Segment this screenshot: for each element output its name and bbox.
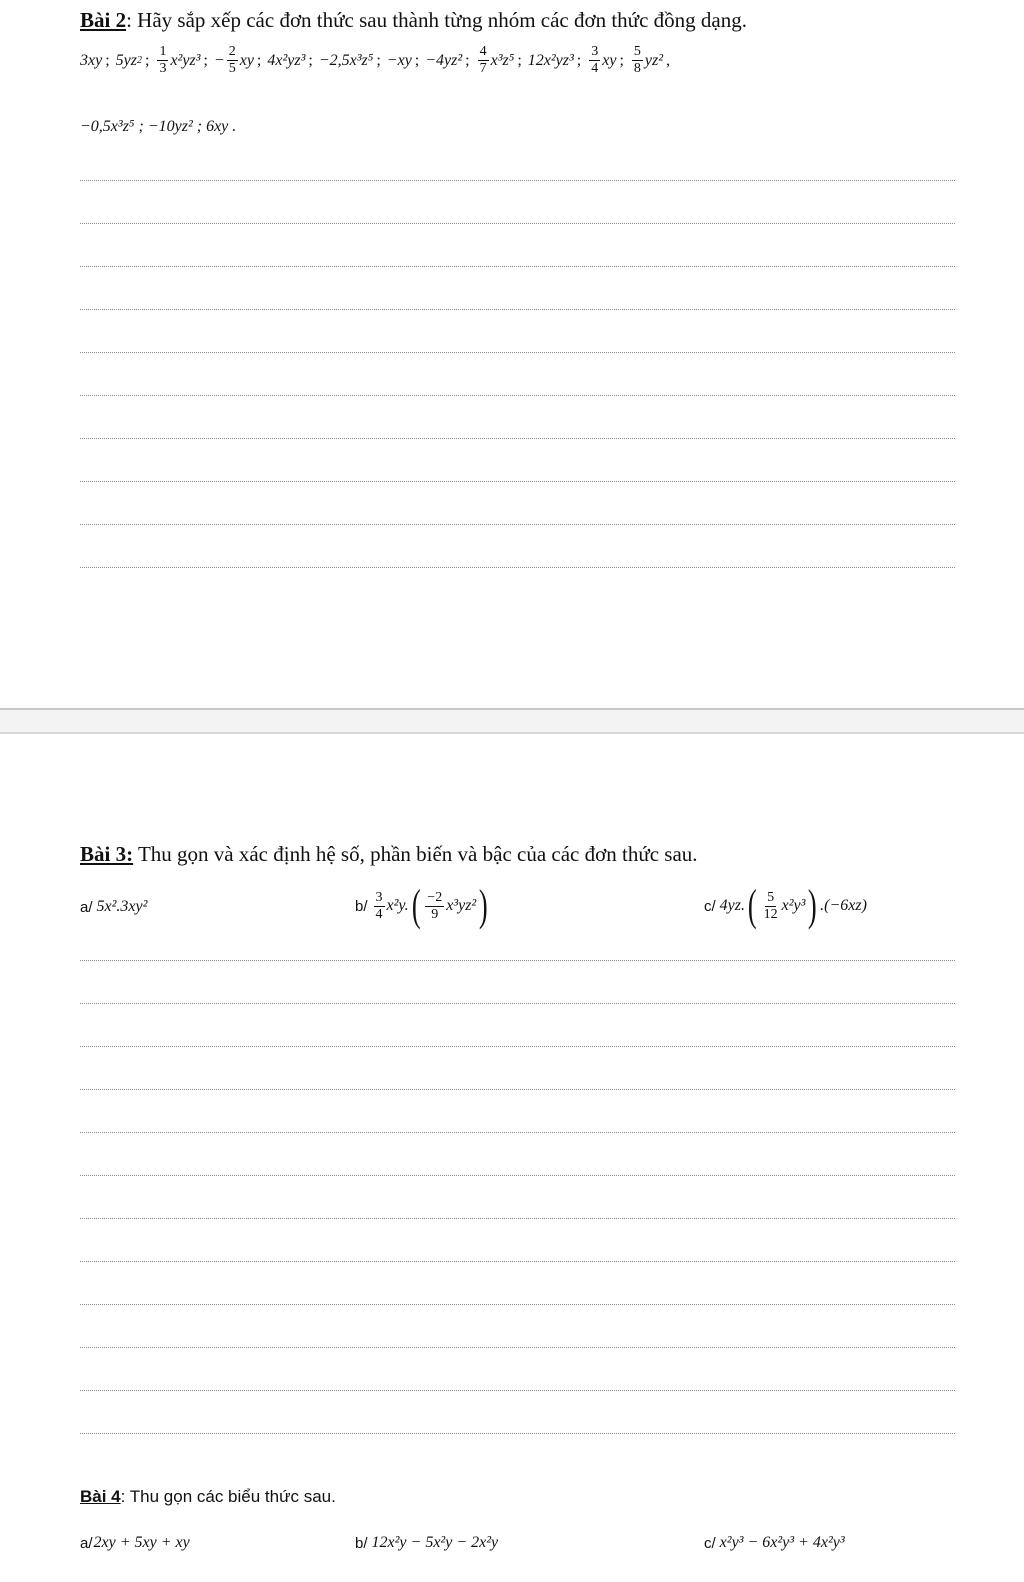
fraction: [478, 44, 489, 77]
answer-line: [80, 223, 955, 224]
fraction-denominator: 3: [159, 61, 167, 76]
fraction: [632, 44, 643, 77]
monomial-term: [630, 44, 663, 77]
separator: ;: [619, 51, 624, 69]
answer-line: [80, 438, 955, 439]
bai4-c-label: c/: [704, 1534, 716, 1552]
bai4-a-label: a/: [80, 1534, 93, 1552]
monomial-text: −2,5x³z⁵: [318, 51, 374, 69]
monomial-term: [319, 52, 373, 70]
fraction: [374, 890, 385, 923]
fraction: [227, 44, 238, 77]
separator: ;: [308, 51, 313, 69]
bai3-b-tail: x³yz²: [446, 897, 477, 914]
separator: ;: [144, 51, 150, 69]
fraction-numerator: −2: [427, 889, 443, 905]
answer-line: [80, 1390, 955, 1391]
bai3-c-label: c/: [704, 897, 716, 915]
bai3-heading: [80, 842, 698, 867]
right-paren: ): [808, 881, 818, 930]
answer-line: [80, 1089, 955, 1090]
right-paren: ): [479, 881, 488, 930]
answer-line: [80, 1175, 955, 1176]
fraction-numerator: 5: [767, 889, 775, 905]
answer-line: [80, 960, 955, 961]
fraction: [157, 44, 168, 77]
fraction-numerator: 3: [375, 889, 383, 905]
separator: ;: [376, 51, 381, 69]
bai4-heading: [80, 1487, 336, 1507]
monomial-term: [587, 44, 616, 77]
monomial-term: [214, 44, 254, 77]
bai3-item-a: [80, 898, 147, 916]
bai3-b-middle: x²y.: [386, 897, 409, 914]
fraction-numerator: 1: [159, 44, 167, 59]
monomial-variables: yz²: [644, 51, 664, 69]
fraction-denominator: 12: [763, 906, 778, 922]
bai2-monomial-list-line1: [80, 44, 676, 77]
monomial-term: [528, 52, 574, 70]
answer-line: [80, 1218, 955, 1219]
answer-line: [80, 1046, 955, 1047]
fraction-denominator: 4: [591, 61, 599, 76]
monomial-variables: x²yz³: [170, 51, 201, 69]
separator: ,: [666, 51, 671, 69]
fraction-denominator: 5: [228, 61, 236, 76]
separator: ;: [203, 51, 208, 69]
answer-line: [80, 266, 955, 267]
fraction: [425, 890, 444, 923]
bai3-a-expression: 5x².3xy²: [96, 898, 148, 915]
fraction-numerator: 2: [228, 44, 236, 59]
separator: ;: [517, 51, 522, 69]
bai4-instruction: : Thu gọn các biểu thức sau.: [120, 1487, 336, 1506]
left-paren: (: [411, 881, 421, 930]
bai3-c-expression: [719, 881, 867, 930]
monomial-term: [267, 52, 305, 70]
answer-line: [80, 1261, 955, 1262]
bai3-b-label: b/: [355, 897, 368, 915]
monomial-text: 12x²yz³: [527, 51, 574, 69]
answer-line: [80, 1304, 955, 1305]
monomial-text: −: [213, 51, 225, 69]
separator: ;: [105, 51, 110, 69]
monomial-text: −4yz²: [425, 51, 463, 69]
answer-line: [80, 352, 955, 353]
fraction: [762, 890, 780, 923]
monomial-term: [155, 44, 200, 77]
monomial-variables: xy: [602, 51, 617, 69]
page-divider: [0, 708, 1024, 734]
monomial-term: [387, 52, 412, 70]
answer-line: [80, 1433, 955, 1434]
bai2-label: Bài 2: [80, 8, 127, 32]
answer-line: [80, 395, 955, 396]
fraction-numerator: 5: [633, 44, 641, 59]
monomial-term: [425, 52, 462, 70]
bai3-label: Bài 3:: [80, 842, 134, 866]
fraction-denominator: 9: [431, 906, 439, 922]
bai3-c-tail: .(−6xz): [820, 897, 867, 914]
answer-line: [80, 1347, 955, 1348]
fraction-denominator: 8: [633, 61, 641, 76]
separator: ;: [576, 51, 582, 69]
fraction-numerator: 3: [591, 44, 599, 59]
bai4-item-a: [80, 1534, 190, 1552]
bai2-monomial-list-line2: [80, 118, 236, 136]
monomial-text: 4x²yz³: [267, 51, 306, 69]
bai4-c-expression: x²y³ − 6x²y³ + 4x²y³: [719, 1534, 845, 1551]
bai3-c-head: 4yz.: [719, 897, 745, 914]
monomial-text: 3xy: [80, 51, 103, 69]
monomial-variables: x³z⁵: [490, 51, 515, 69]
left-paren: (: [747, 881, 757, 930]
bai3-a-label: a/: [80, 898, 93, 916]
separator: ;: [256, 51, 262, 69]
answer-line: [80, 1132, 955, 1133]
answer-line: [80, 524, 955, 525]
monomial-text: 5yz: [115, 51, 137, 69]
bai4-b-expression: 12x²y − 5x²y − 2x²y: [371, 1534, 499, 1551]
answer-line: [80, 481, 955, 482]
bai4-item-b: [355, 1534, 498, 1552]
bai4-a-expression: 2xy + 5xy + xy: [93, 1534, 190, 1551]
answer-line: [80, 1003, 955, 1004]
exponent: 2: [136, 55, 142, 66]
monomial-term: [476, 44, 515, 77]
fraction-denominator: 7: [479, 61, 487, 76]
bai3-b-expression: [372, 881, 491, 930]
answer-line: [80, 180, 955, 181]
fraction-denominator: 4: [375, 906, 383, 922]
bai3-instruction: Thu gọn và xác định hệ số, phần biến và bậc của các đơn thức sau.: [133, 842, 698, 866]
bai3-item-c: [704, 881, 867, 930]
monomial-variables: xy: [239, 51, 254, 69]
monomial-term: [116, 52, 142, 70]
monomial-text: −xy: [386, 51, 412, 69]
fraction-numerator: 4: [479, 44, 487, 59]
monomial-term: [80, 52, 102, 70]
separator: ;: [465, 51, 470, 69]
bai2-heading: [80, 8, 747, 33]
bai4-item-c: [704, 1534, 845, 1552]
bai3-item-b: [355, 881, 491, 930]
separator: ;: [414, 51, 420, 69]
bai4-label: Bài 4: [80, 1487, 121, 1506]
bai2-instruction: : Hãy sắp xếp các đơn thức sau thành từng nhóm các đơn thức đồng dạng.: [126, 8, 747, 32]
bai3-c-inner: x²y³: [781, 897, 806, 914]
bai4-b-label: b/: [355, 1534, 368, 1552]
fraction: [589, 44, 600, 77]
answer-line: [80, 567, 955, 568]
bai2-line2-text: −0,5x³z⁵ ; −10yz² ; 6xy .: [80, 118, 237, 135]
answer-line: [80, 309, 955, 310]
